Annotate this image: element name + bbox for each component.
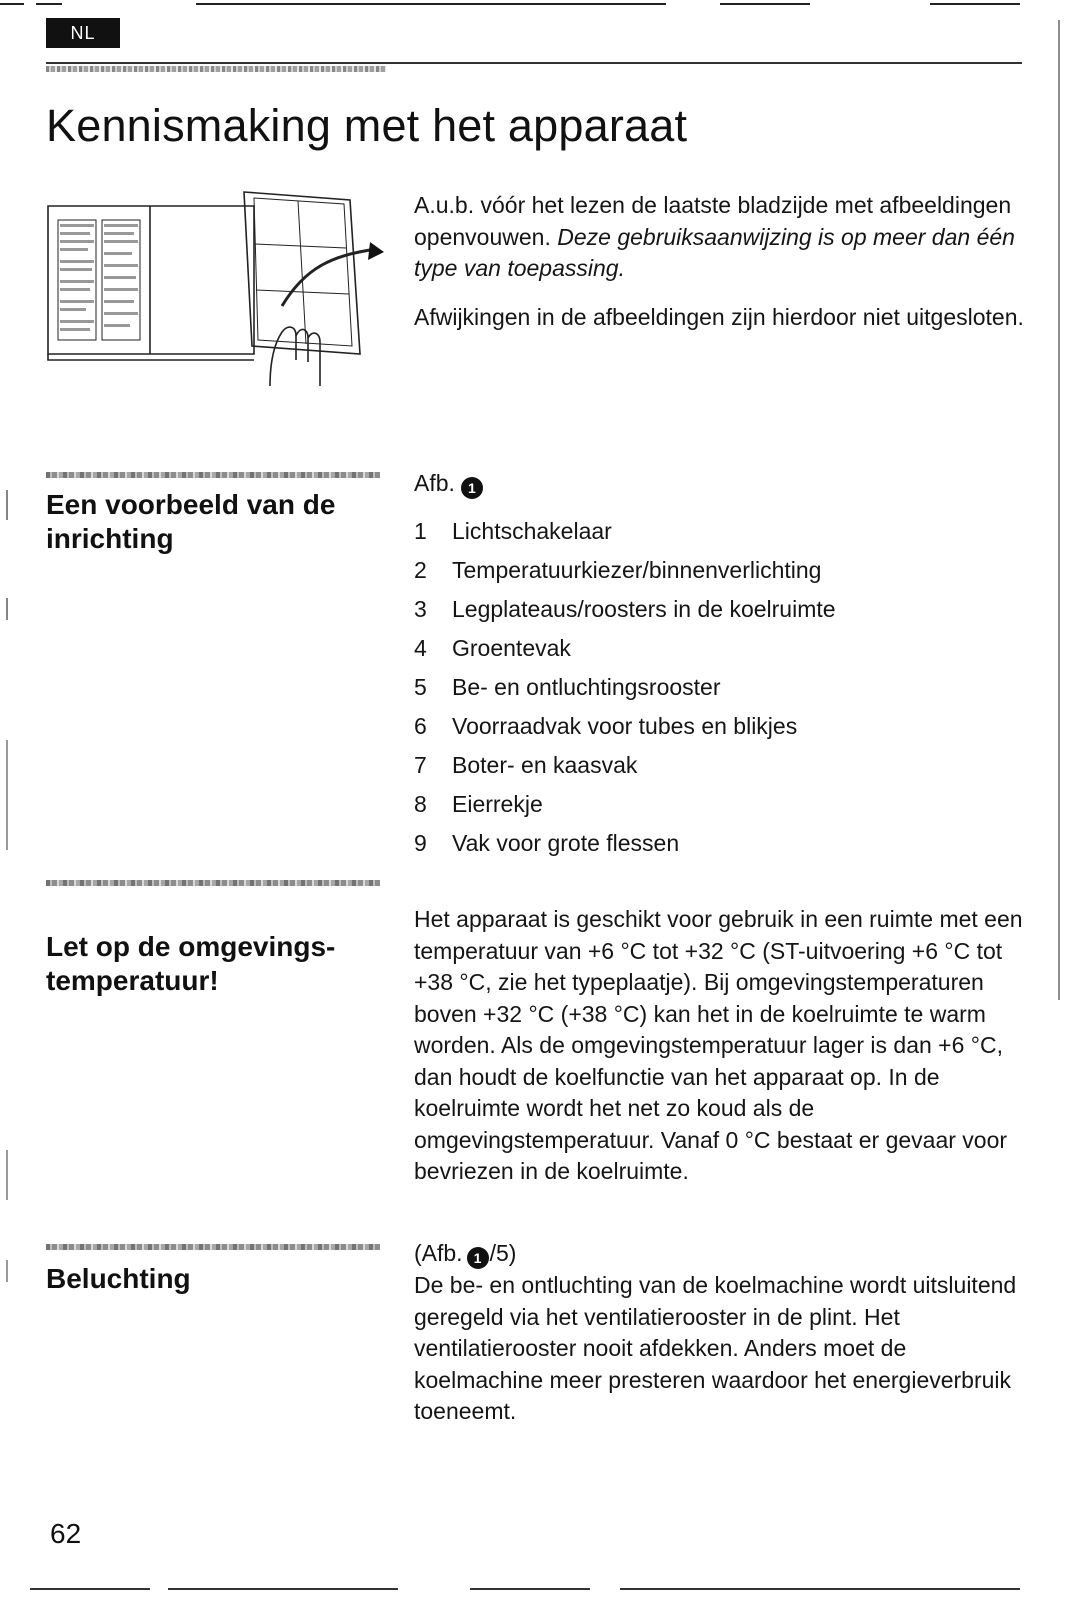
list-item-label: Eierrekje <box>452 791 543 817</box>
intro-paragraph-2: Afwijkingen in de afbeeldingen zijn hierdoor niet uitgesloten. <box>414 304 1024 330</box>
scan-mark <box>620 1588 1020 1590</box>
list-item-label: Groentevak <box>452 635 571 661</box>
temperature-paragraph: Het apparaat is geschikt voor gebruik in een ruimte met een temperatuur van +6 °C tot +32 °C (ST-uitvoering +6 °C tot +38 °C, zie het typeplaatje). Bij omgevingstemperaturen boven +32 °C (+38 °C) kan het in de koelruimte te warm worden. Als de omgevingstemperatuur lager is dan +6 °C, dan houdt de koelfunctie van het apparaat op. In de koelruimte wordt het net zo koud als de omgevingstemperatuur. Vanaf 0 °C bestaat er gevaar voor bevriezen in de koelruimte. <box>414 906 1023 1184</box>
margin-mark <box>6 1150 8 1200</box>
list-item-number: 4 <box>414 635 427 661</box>
language-badge: NL <box>46 18 120 48</box>
scan-mark <box>470 1588 590 1590</box>
section-heading-ventilation: Beluchting <box>46 1263 191 1294</box>
list-item <box>414 824 836 863</box>
list-item-number: 9 <box>414 830 427 856</box>
list-item-number: 2 <box>414 557 427 583</box>
page-edge-line <box>1058 20 1060 1000</box>
scan-mark <box>30 1588 150 1590</box>
list-item <box>414 629 836 668</box>
list-item-label: Vak voor grote flessen <box>452 830 680 856</box>
list-item-number: 1 <box>414 518 427 544</box>
list-item-label: Voorraadvak voor tubes en blikjes <box>452 713 798 739</box>
list-item-number: 6 <box>414 713 427 739</box>
list-item <box>414 551 836 590</box>
margin-mark <box>6 740 8 850</box>
list-item <box>414 707 836 746</box>
figure-number-icon: 1 <box>461 477 483 499</box>
figure-reference: Afb. 1 <box>414 470 483 499</box>
scan-mark <box>930 3 1020 5</box>
intro-paragraph: A.u.b. vóór het lezen de laatste bladzijde met afbeeldingen openvouwen. Deze gebruiksaanwijzing is op meer dan één type van toepassing. <box>414 192 1015 281</box>
list-item <box>414 590 836 629</box>
list-item-label: Boter- en kaasvak <box>452 752 638 778</box>
list-item <box>414 512 836 551</box>
list-item <box>414 668 836 707</box>
scan-mark <box>0 3 24 5</box>
parts-list <box>414 512 836 863</box>
figure-reference: (Afb. 1 /5) <box>414 1240 516 1269</box>
margin-mark <box>6 490 8 520</box>
list-item-label: Legplateaus/roosters in de koelruimte <box>452 596 836 622</box>
scan-mark <box>196 3 666 5</box>
list-item-number: 8 <box>414 791 427 817</box>
margin-mark <box>6 598 8 620</box>
section-heading-temperature: Let op de omgevings-temperatuur! <box>46 931 336 996</box>
fold-out-page-illustration-icon <box>44 186 384 406</box>
list-item-label: Temperatuurkiezer/binnenverlichting <box>452 557 822 583</box>
page-number: 62 <box>50 1518 82 1549</box>
list-item-number: 7 <box>414 752 427 778</box>
scan-mark <box>168 1588 398 1590</box>
list-item <box>414 746 836 785</box>
list-item-label: Be- en ontluchtingsrooster <box>452 674 721 700</box>
figure-number-icon: 1 <box>467 1247 489 1269</box>
ventilation-paragraph: De be- en ontluchting van de koelmachine wordt uitsluitend geregeld via het ventilatierooster in de plint. Het ventilatierooster nooit afdekken. Anders moet de koelmachine meer presteren waardoor het energieverbruik toeneemt. <box>414 1272 1017 1424</box>
header-rule <box>46 62 1022 64</box>
scan-mark <box>36 3 62 5</box>
list-item-number: 3 <box>414 596 427 622</box>
section-rule <box>46 1244 380 1250</box>
list-item <box>414 785 836 824</box>
scan-mark <box>720 3 810 5</box>
section-heading-example: Een voorbeeld van de inrichting <box>46 489 336 554</box>
list-item-label: Lichtschakelaar <box>452 518 612 544</box>
section-rule <box>46 880 380 886</box>
list-item-number: 5 <box>414 674 427 700</box>
margin-mark <box>6 1260 8 1282</box>
header-rule-texture <box>46 66 386 72</box>
section-rule <box>46 472 380 478</box>
page-title: Kennismaking met het apparaat <box>46 100 688 151</box>
